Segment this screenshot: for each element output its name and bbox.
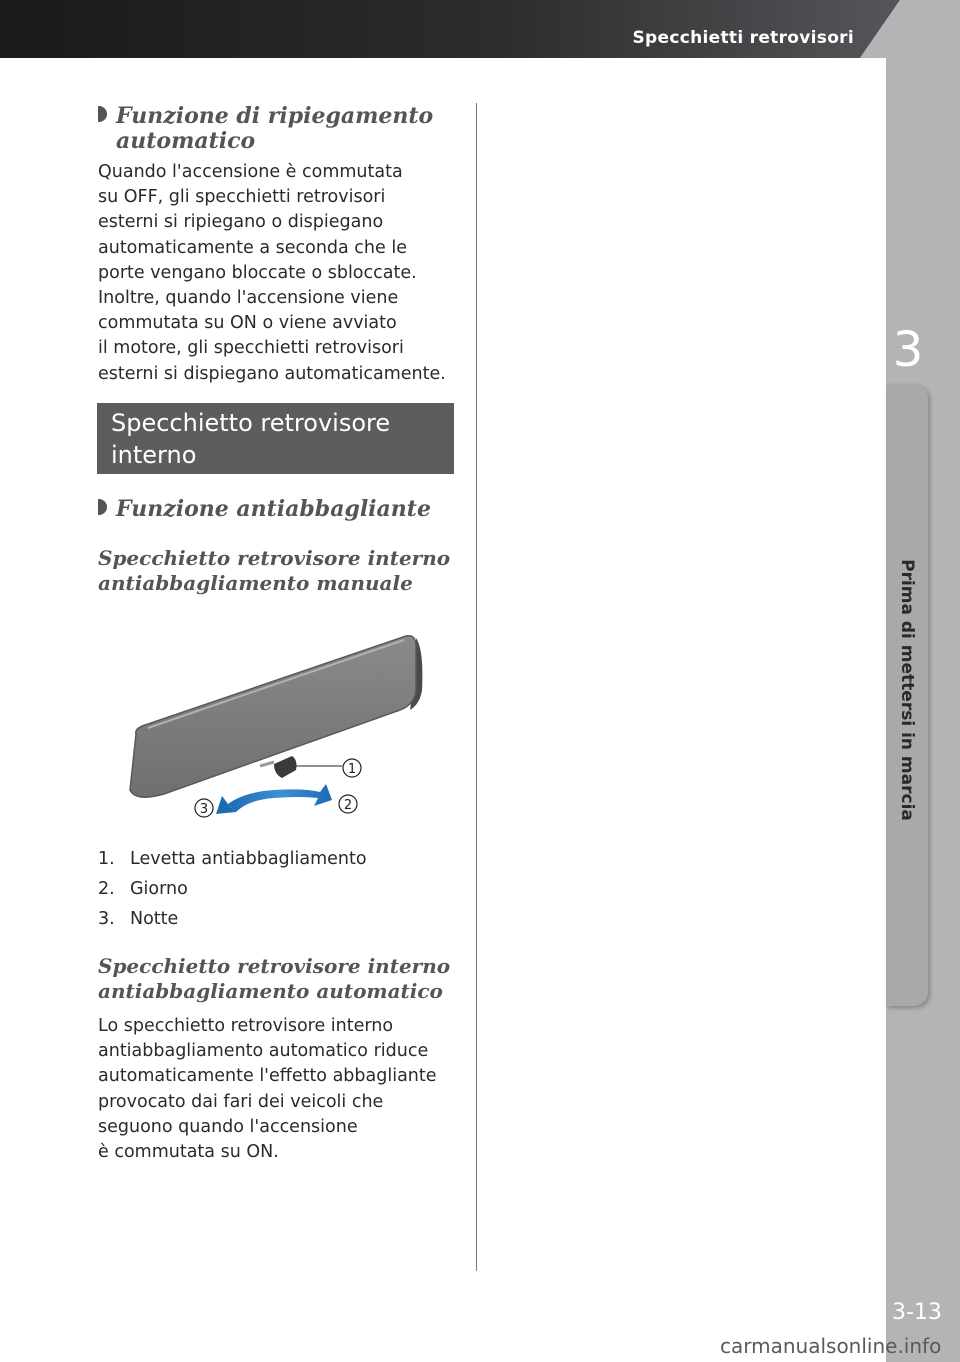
text-line: su OFF, gli specchietti retrovisori — [98, 187, 386, 208]
heading-anti-glare-text: Funzione antiabbagliante — [116, 496, 431, 522]
header-bar — [0, 0, 960, 58]
text-line: automaticamente l'effetto abbagliante — [98, 1066, 437, 1087]
subheading-automatic-line2: antiabbagliamento automatico — [98, 979, 443, 1003]
arrow-day-icon — [228, 784, 332, 812]
text-line: seguono quando l'accensione — [98, 1116, 358, 1137]
lever-slot — [260, 762, 274, 766]
text-line: antiabbagliamento automatico riduce — [98, 1041, 429, 1062]
text-line: provocato dai fari dei veicoli che — [98, 1091, 384, 1112]
heading-auto-fold-line1: Funzione di ripiegamento — [116, 103, 434, 129]
subheading-automatic — [98, 954, 450, 1004]
legend-item — [98, 879, 188, 899]
heading-marker-icon — [98, 106, 107, 122]
header-title: Specchietti retrovisori — [632, 28, 854, 48]
callout-label: 1 — [347, 762, 357, 777]
subheading-automatic-line1: Specchietto retrovisore interno — [98, 954, 451, 978]
subheading-manual-line2: antiabbagliamento manuale — [98, 571, 413, 595]
section-title-line2: interno — [111, 441, 197, 469]
mirror-illustration — [124, 628, 434, 826]
callout-label: 2 — [343, 798, 353, 813]
watermark: carmanualsonline.info — [720, 1334, 942, 1358]
mirror-body — [130, 636, 416, 797]
column-divider — [476, 103, 477, 1271]
subheading-manual-line1: Specchietto retrovisore interno — [98, 546, 451, 570]
paragraph-automatic — [98, 1014, 437, 1165]
callout-label: 3 — [199, 802, 209, 817]
section-title-line1: Specchietto retrovisore — [111, 409, 391, 437]
text-line: commutata su ON o viene avviato — [98, 313, 397, 334]
legend-text: Levetta antiabbagliamento — [130, 849, 367, 869]
chapter-label: Prima di mettersi in marcia — [897, 559, 917, 821]
legend-text: Notte — [130, 909, 179, 929]
text-line: esterni si ripiegano o dispiegano — [98, 212, 384, 233]
text-line: porte vengano bloccate o sbloccate. — [98, 262, 417, 283]
text-line: Quando l'accensione è commutata — [98, 162, 403, 182]
chapter-number: 3 — [892, 322, 924, 378]
legend-number: 2. — [98, 879, 115, 899]
legend-text: Giorno — [130, 879, 188, 899]
text-line: automaticamente a seconda che le — [98, 237, 407, 258]
anti-glare-lever — [274, 756, 297, 778]
paragraph-auto-fold — [98, 160, 446, 387]
legend-number: 3. — [98, 909, 115, 929]
text-line: esterni si dispiegano automaticamente. — [98, 363, 446, 384]
heading-auto-fold-line2: automatico — [116, 128, 256, 154]
legend-item — [98, 909, 178, 929]
text-line: Lo specchietto retrovisore interno — [98, 1016, 394, 1036]
text-line: è commutata su ON. — [98, 1142, 279, 1163]
subheading-manual — [98, 546, 450, 596]
mirror-drawing — [124, 628, 434, 826]
page-number: 3-13 — [892, 1300, 942, 1325]
section-title-box — [97, 403, 454, 474]
heading-anti-glare — [98, 497, 431, 522]
legend-item — [98, 849, 367, 869]
text-line: il motore, gli specchietti retrovisori — [98, 338, 404, 359]
heading-auto-fold — [98, 104, 433, 154]
legend-number: 1. — [98, 849, 115, 869]
text-line: Inoltre, quando l'accensione viene — [98, 288, 399, 309]
heading-marker-icon — [98, 499, 107, 515]
